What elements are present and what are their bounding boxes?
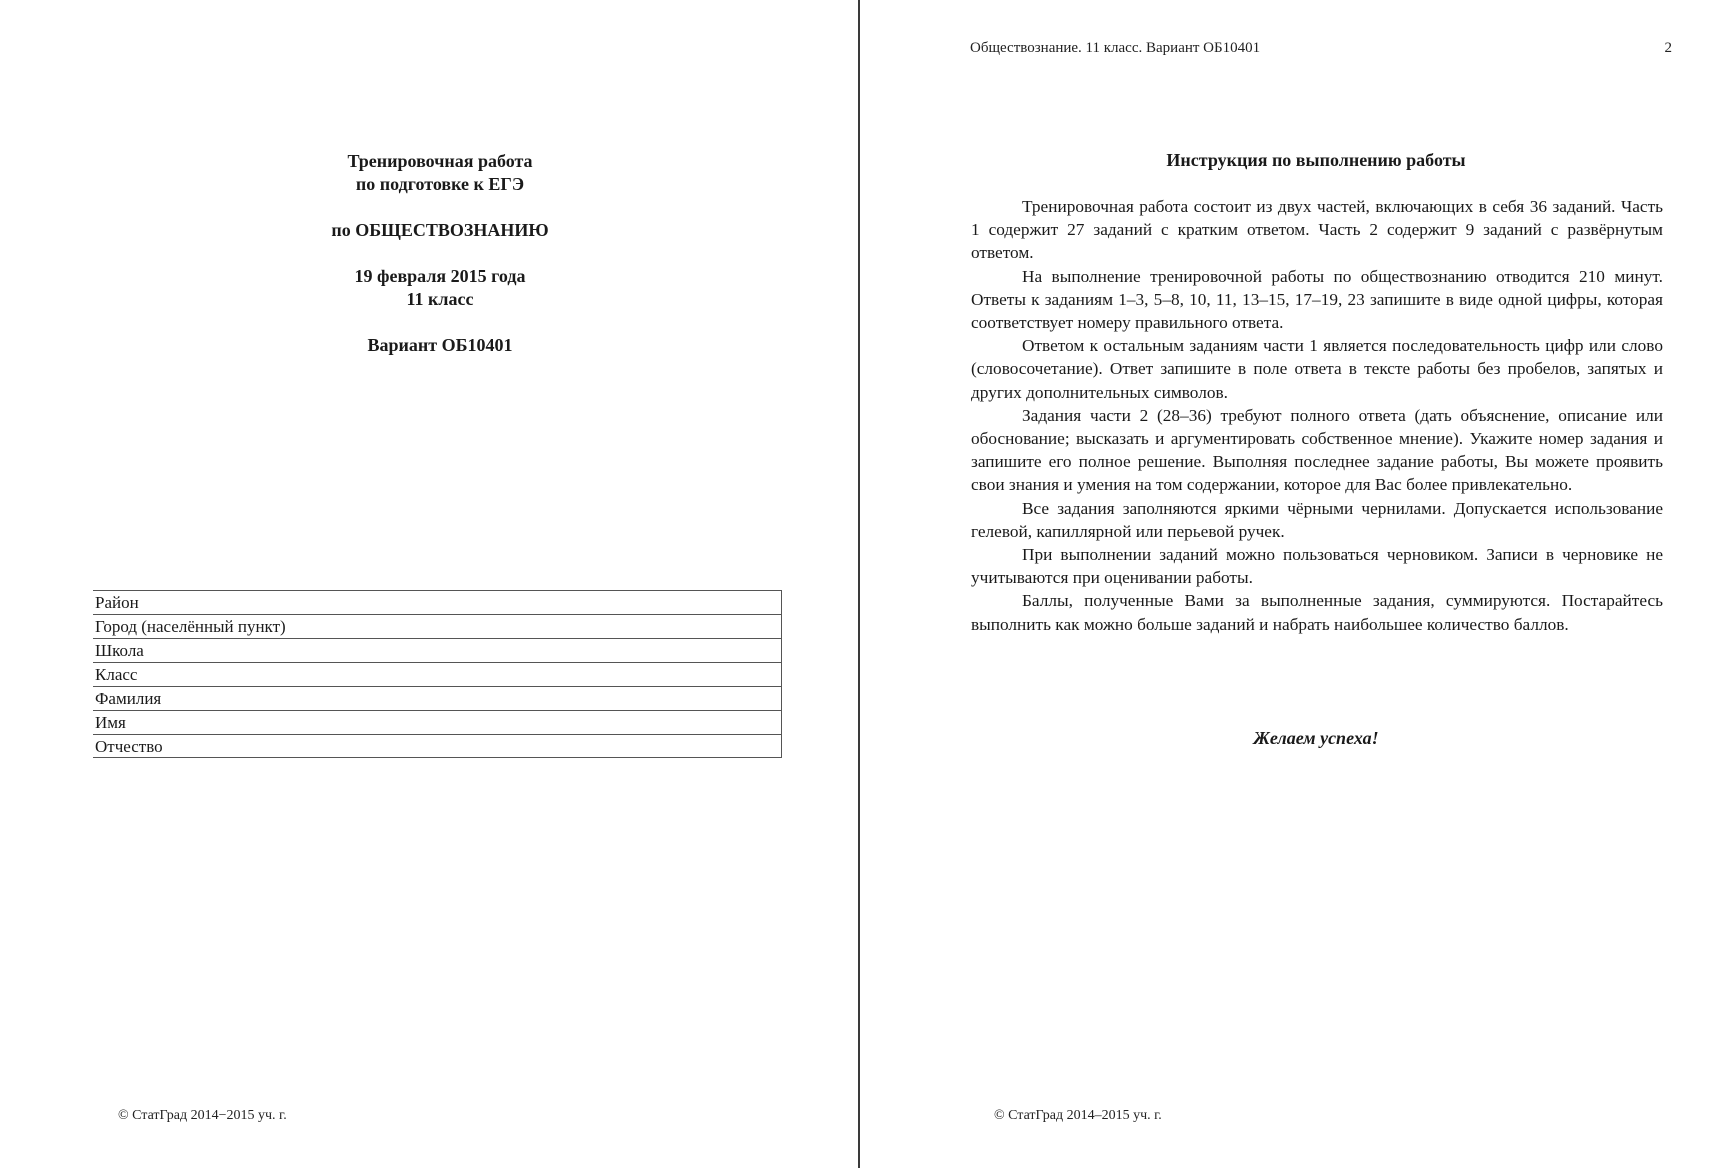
student-info-table xyxy=(93,590,782,758)
info-field-surname[interactable]: Фамилия xyxy=(93,686,782,710)
info-field-class[interactable]: Класс xyxy=(93,662,782,686)
info-field-name[interactable]: Имя xyxy=(93,710,782,734)
instruction-paragraph: Баллы, полученные Вами за выполненные задания, суммируются. Постарайтесь выполнить как можно больше заданий и набрать наибольшее количество баллов. xyxy=(971,591,1663,634)
instruction-paragraph: Ответом к остальным заданиям части 1 является последовательность цифр или слово (словосочетание). Ответ запишите в поле ответа в тексте работы без пробелов, запятых и других дополнительных символов. xyxy=(971,336,1663,402)
title-line-work: Тренировочная работа xyxy=(347,151,533,171)
instruction-paragraph: При выполнении заданий можно пользоваться черновиком. Записи в черновике не учитываются при оценивании работы. xyxy=(971,545,1663,588)
copyright-footer: © СтатГрад 2014–2015 уч. г. xyxy=(994,1108,1162,1123)
info-field-school[interactable]: Школа xyxy=(93,638,782,662)
info-field-city[interactable]: Город (населённый пункт) xyxy=(93,614,782,638)
closing-wish: Желаем успеха! xyxy=(1253,728,1379,748)
title-line-grade: 11 класс xyxy=(406,289,474,309)
instruction-paragraph: Тренировочная работа состоит из двух частей, включающих в себя 36 заданий. Часть 1 содержит 27 заданий с кратким ответом. Часть 2 содержит 9 заданий с развёрнутым ответом. xyxy=(971,197,1663,263)
title-line-date: 19 февраля 2015 года xyxy=(354,266,526,286)
copyright-footer: © СтатГрад 2014−2015 уч. г. xyxy=(118,1108,287,1123)
cover-page xyxy=(0,0,858,1168)
page-divider xyxy=(858,0,860,1168)
instructions-body xyxy=(971,195,1663,636)
title-block xyxy=(60,150,820,357)
page-number: 2 xyxy=(1664,40,1672,56)
title-line-subject: по ОБЩЕСТВОЗНАНИЮ xyxy=(331,220,549,240)
header-text: Обществознание. 11 класс. Вариант ОБ10401 xyxy=(970,40,1261,56)
info-field-district[interactable]: Район xyxy=(93,590,782,614)
title-line-variant: Вариант ОБ10401 xyxy=(367,335,513,355)
title-line-exam: по подготовке к ЕГЭ xyxy=(355,174,525,194)
instruction-paragraph: Все задания заполняются яркими чёрными чернилами. Допускается использование гелевой, капиллярной или перьевой ручек. xyxy=(971,498,1663,541)
instructions-page xyxy=(862,0,1718,1168)
running-header xyxy=(970,40,1672,57)
instruction-paragraph: На выполнение тренировочной работы по обществознанию отводится 210 минут. Ответы к заданиям 1–3, 5–8, 10, 11, 13–15, 17–19, 23 запишите в виде одной цифры, которая соответствует номеру правильного ответа. xyxy=(971,266,1663,333)
instruction-paragraph: Задания части 2 (28–36) требуют полного ответа (дать объяснение, описание или обоснование; высказать и аргументировать собственное мнение). Укажите номер задания и запишите его полное решение. Выполняя последнее задание работы, Вы можете проявить свои знания и умения на том содержании, которое для Вас более привлекательно. xyxy=(971,405,1663,495)
instructions-title: Инструкция по выполнению работы xyxy=(1166,150,1466,170)
info-field-patronymic[interactable]: Отчество xyxy=(93,734,782,758)
